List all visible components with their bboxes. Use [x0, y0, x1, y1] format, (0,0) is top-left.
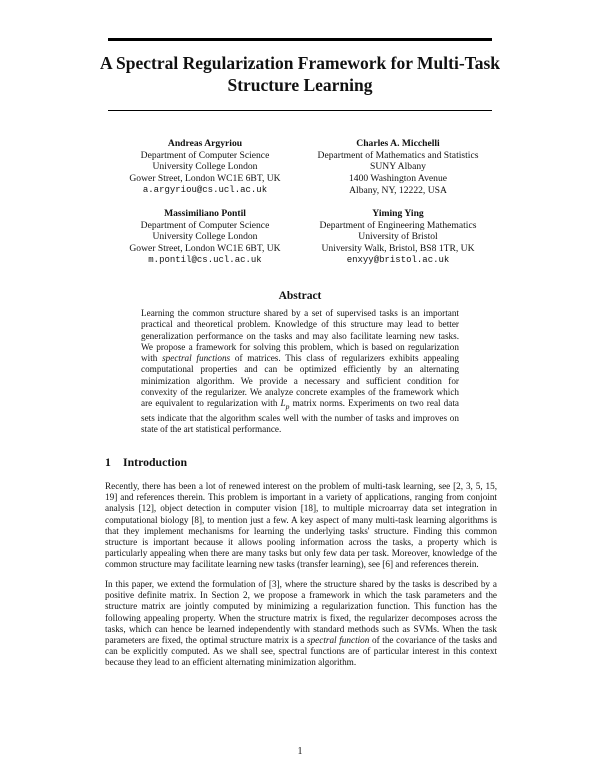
title-bottom-rule	[108, 110, 492, 111]
title-top-rule	[108, 38, 492, 41]
paragraph-emphasis: spectral function	[307, 635, 370, 646]
author-affiliation: Department of Mathematics and Statistics	[317, 149, 479, 161]
author-affiliation: University College London	[152, 161, 258, 173]
author-address: 1400 Washington Avenue	[349, 173, 447, 185]
intro-paragraph-2	[105, 579, 497, 669]
abstract-text-part: Learning the common structure shared by a set of supervised tasks is an important practical and theoretical problem. Knowledge of this structure may lead to better generalization performance on the tasks and may also facilitate learning new tasks. We propose a framework for solving this problem, which is based on regularization with	[141, 308, 459, 364]
section-title: Introduction	[123, 455, 188, 469]
abstract-text-part: matrix norms. Experiments on two real data sets indicate that the algorithm scales well with the number of tasks and improves on state of the art statistical performance.	[141, 398, 459, 434]
author-email: m.pontil@cs.ucl.ac.uk	[148, 254, 262, 265]
author-address: University Walk, Bristol, BS8 1TR, UK	[321, 243, 475, 255]
author-name: Andreas Argyriou	[167, 138, 243, 149]
author-block-micchelli	[300, 138, 496, 197]
paper-title: A Spectral Regularization Framework for Multi-Task Structure Learning	[99, 53, 501, 95]
author-affiliation: SUNY Albany	[370, 161, 426, 173]
author-block-pontil	[110, 208, 300, 267]
author-name: Charles A. Micchelli	[356, 138, 440, 149]
author-name: Yiming Ying	[372, 208, 424, 219]
author-affiliation: Department of Computer Science	[140, 149, 270, 161]
author-affiliation: Department of Engineering Mathematics	[319, 219, 477, 231]
paragraph-text-part: In this paper, we extend the formulation of [3], where the structure shared by the tasks is described by a positive definite matrix. In Section 2, we propose a framework in which the task parameters and the structure matrix are jointly computed by minimizing a regularization function. This function has the following appealing property. When the structure matrix is fixed, the regularizer decomposes across the tasks, which can hence be learned independently with standard methods such as SVMs. When the task parameters are fixed, the optimal structure matrix is a	[105, 579, 497, 646]
abstract-heading: Abstract	[278, 290, 322, 302]
author-address: Gower Street, London WC1E 6BT, UK	[129, 243, 281, 255]
author-block-argyriou	[110, 138, 300, 197]
author-name: Massimiliano Pontil	[164, 208, 246, 219]
paragraph-text-part: of the covariance of the tasks and can be explicitly computed. As we shall see, spectral functions are of particular interest in this context because they lead to an efficient alternating minimization algorithm.	[105, 635, 497, 668]
page-number: 1	[297, 746, 303, 757]
author-affiliation: Department of Computer Science	[140, 219, 270, 231]
author-block-ying	[300, 208, 496, 267]
author-email: a.argyriou@cs.ucl.ac.uk	[142, 184, 268, 195]
section-number: 1	[105, 455, 111, 469]
math-subscript: p	[285, 402, 290, 412]
intro-paragraph-1: Recently, there has been a lot of renewed interest on the problem of multi-task learning, see [2, 3, 5, 15, 19] and references therein. This problem is important in a variety of applications, ranging from conjoint analysis [12], object detection in computer vision [18], to multiple microarray data set integration in computational biology [8], to mention just a few. A key aspect of many multi-task learning algorithms is that they implement mechanisms for learning the underlying tasks' structure. Finding this common structure is important because it allows pooling information across the tasks, a property which is particularly appealing when there are many tasks but only few data per task. Moreover, knowledge of the common structure may facilitate learning new tasks (transfer learning), see [6] and references therein.	[105, 481, 497, 570]
math-symbol: L	[280, 398, 286, 409]
abstract-text	[141, 308, 459, 435]
author-email: enxyy@bristol.ac.uk	[346, 254, 450, 265]
abstract-emphasis: spectral functions	[162, 353, 231, 364]
author-affiliation: University College London	[152, 231, 258, 243]
section-heading	[105, 455, 187, 470]
abstract-text-part: of matrices. This class of regularizers exhibits appealing computational properties and can be optimized efficiently by an alternating minimization algorithm. We provide a necessary and sufficient condition for convexity of the regularizer. We analyze concrete examples of the framework which are equivalent to regularization with	[141, 353, 459, 409]
author-address: Albany, NY, 12222, USA	[349, 184, 447, 196]
author-address: Gower Street, London WC1E 6BT, UK	[129, 173, 281, 185]
author-affiliation: University of Bristol	[358, 231, 438, 243]
